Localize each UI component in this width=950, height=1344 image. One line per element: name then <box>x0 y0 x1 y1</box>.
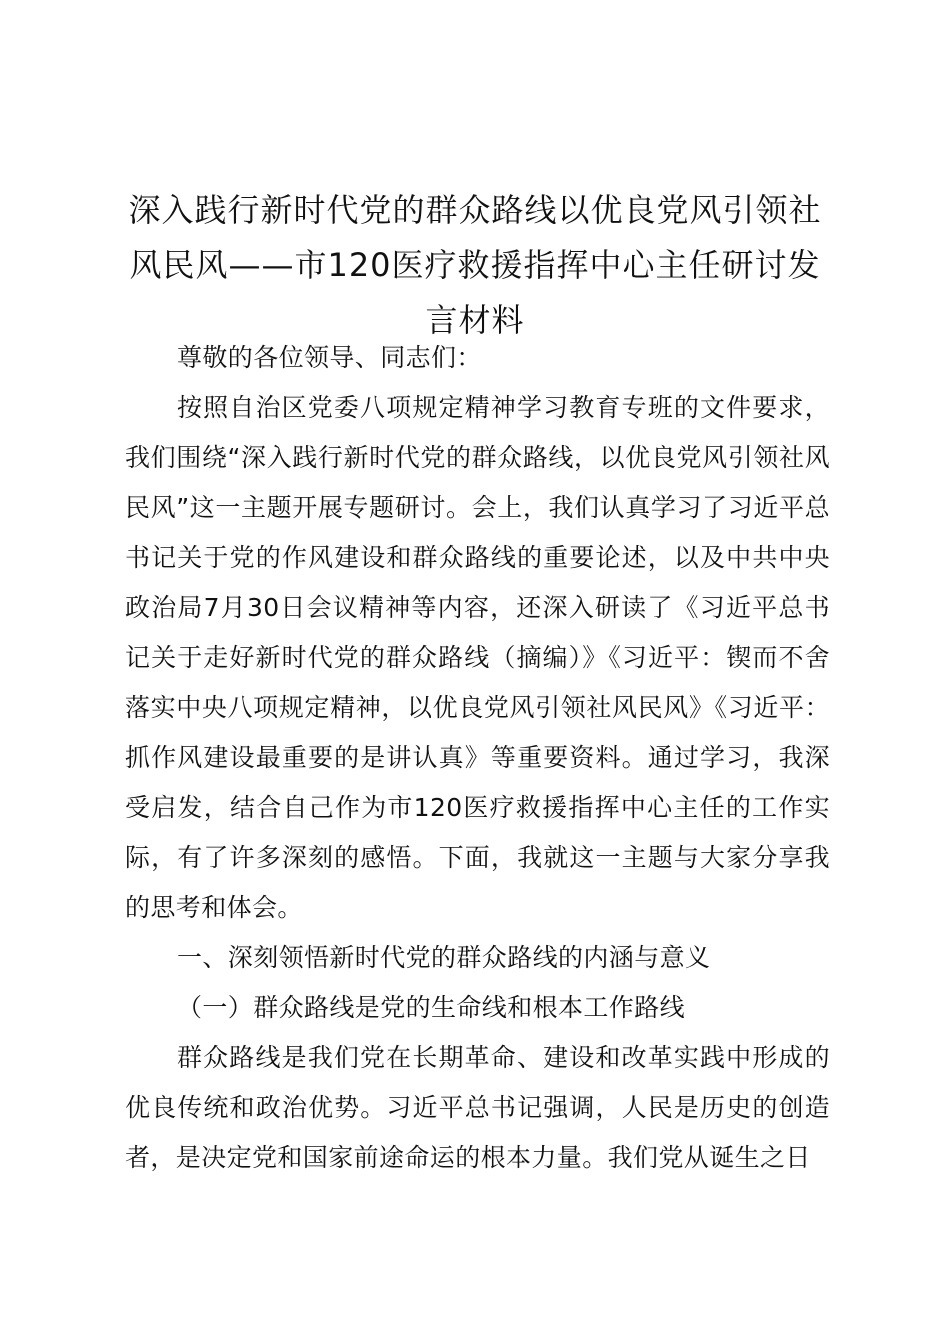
salutation: 尊敬的各位领导、同志们： <box>177 343 482 372</box>
mass-line-paragraph: 群众路线是我们党在长期革命、建设和改革实践中形成的优良传统和政治优势。习近平总书记强调，人民是历史的创造者，是决定党和国家前途命运的根本力量。我们党从诞生之日 <box>125 1043 830 1172</box>
intro-paragraph: 按照自治区党委八项规定精神学习教育专班的文件要求，我们围绕“深入践行新时代党的群众路线，以优良党风引领社风民风”这一主题开展专题研讨。会上，我们认真学习了习近平总书记关于党的作风建设和群众路线的重要论述，以及中共中央政治局7月30日会议精神等内容，还深入研读了《习近平总书记关于走好新时代党的群众路线（摘编）》《习近平：锲而不舍落实中央八项规定精神，以优良党风引领社风民风》《习近平：抓作风建设最重要的是讲认真》等重要资料。通过学习，我深受启发，结合自己作为市120医疗救援指挥中心主任的工作实际，有了许多深刻的感悟。下面，我就这一主题与大家分享我的思考和体会。 <box>125 393 830 922</box>
subsection-heading: （一）群众路线是党的生命线和根本工作路线 <box>177 993 686 1022</box>
section-heading: 一、深刻领悟新时代党的群众路线的内涵与意义 <box>177 943 711 972</box>
document-title: 深入践行新时代党的群众路线以优良党风引领社风民风——市120医疗救援指挥中心主任研讨发言材料 <box>128 191 822 339</box>
document-body <box>125 333 830 1183</box>
